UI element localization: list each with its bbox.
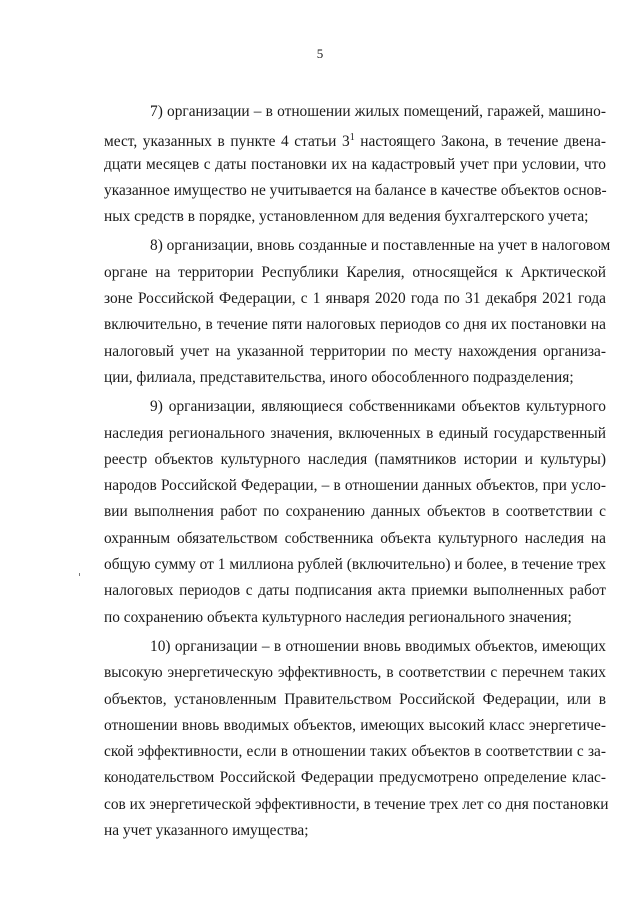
- text-line: по сохранению объекта культурного наследия регионального значения;: [104, 608, 572, 626]
- text-line: народов Российской Федерации, – в отношении данных объектов, при усло-: [104, 477, 606, 495]
- text-line: ской эффективности, если в отношении таких объектов в соответствии с за-: [104, 743, 606, 761]
- paragraph-item-7: [104, 99, 606, 230]
- paragraph-item-10: [104, 634, 609, 844]
- text-line: охранным обязательством собственника объекта культурного наследия на: [104, 529, 606, 547]
- text-line: 10) организации – в отношении вновь вводимых объектов, имеющих: [150, 637, 606, 655]
- superscript: 1: [349, 132, 355, 144]
- paragraph-item-8: [104, 233, 611, 391]
- text-line: общую сумму от 1 миллиона рублей (включительно) и более, в течение трех: [104, 556, 606, 574]
- text-line: отношении вновь вводимых объектов, имеющих высокий класс энергетиче-: [104, 716, 606, 734]
- text-line: налоговый учет на указанной территории по месту нахождения организа-: [104, 342, 606, 360]
- text-line: конодательством Российской Федерации предусмотрено определение клас-: [104, 769, 606, 787]
- text-line: налоговых периодов с даты подписания акта приемки выполненных работ: [104, 582, 606, 600]
- text-line: 9) организации, являющиеся собственниками объектов культурного: [150, 398, 606, 416]
- text-line: вии выполнения работ по сохранению данных объектов в соответствии с: [104, 503, 606, 521]
- paragraph-item-9: [104, 394, 606, 631]
- text-line: [104, 125, 606, 151]
- text-line: органе на территории Республики Карелия, относящейся к Арктической: [104, 263, 606, 281]
- document-body: [104, 99, 611, 847]
- page-number: 5: [316, 46, 324, 61]
- text-line: зоне Российской Федерации, с 1 января 2020 года по 31 декабря 2021 года: [104, 290, 606, 308]
- text-line: включительно, в течение пяти налоговых периодов со дня их постановки на: [104, 316, 606, 334]
- text-line: дцати месяцев с даты постановки их на кадастровый учет при условии, что: [104, 155, 606, 173]
- text-line: указанное имущество не учитывается на балансе в качестве объектов основ-: [104, 181, 607, 199]
- text-line: наследия регионального значения, включенных в единый государственный: [104, 424, 606, 442]
- text-line: реестр объектов культурного наследия (памятников истории и культуры): [104, 450, 606, 468]
- text-line: ции, филиала, представительства, иного обособленного подразделения;: [104, 368, 574, 386]
- text-line: 7) организации – в отношении жилых помещений, гаражей, машино-: [150, 103, 606, 120]
- text-line: 8) организации, вновь созданные и поставленные на учет в налоговом: [150, 237, 611, 255]
- text-line: ных средств в порядке, установленном для ведения бухгалтерского учета;: [104, 208, 589, 226]
- text-line: высокую энергетическую эффективность, в соответствии с перечнем таких: [104, 664, 606, 682]
- margin-mark: [79, 573, 80, 576]
- text-segment: настоящего Закона, в течение двена-: [354, 133, 606, 151]
- text-line: на учет указанного имущества;: [104, 822, 309, 840]
- text-segment: мест, указанных в пункте 4 статьи 3: [104, 133, 350, 151]
- text-line: объектов, установленным Правительством Российской Федерации, или в: [104, 690, 606, 708]
- text-line: сов их энергетической эффективности, в течение трех лет со дня постановки: [104, 795, 609, 813]
